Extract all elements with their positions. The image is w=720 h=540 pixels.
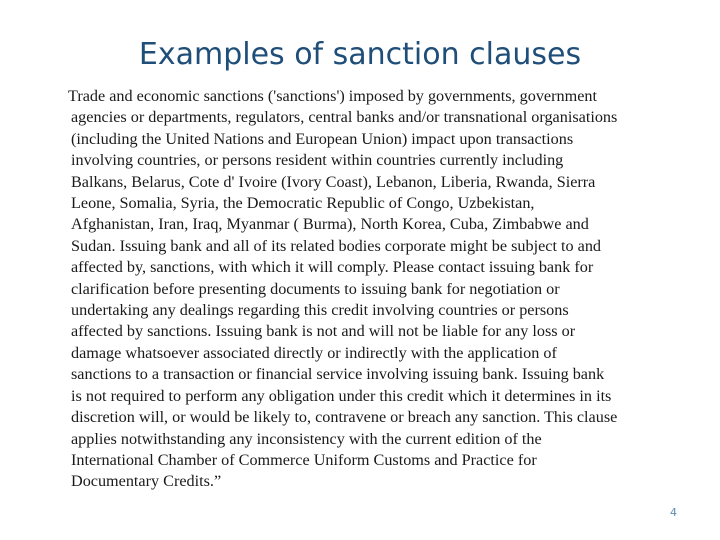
body-line: (including the United Nations and European Union) impact upon transactions [71, 129, 574, 148]
body-line: applies notwithstanding any inconsistency with the current edition of the [71, 429, 542, 448]
body-line: Afghanistan, Iran, Iraq, Myanmar ( Burma), North Korea, Cuba, Zimbabwe and [71, 215, 589, 234]
body-line: Leone, Somalia, Syria, the Democratic Republic of Congo, Uzbekistan, [71, 194, 535, 213]
body-line: involving countries, or persons resident within countries currently including [71, 151, 564, 170]
body-line: damage whatsoever associated directly or indirectly with the application of [71, 343, 557, 362]
body-line: Trade and economic sanctions ('sanctions') imposed by governments, government [68, 87, 597, 105]
body-line: undertaking any dealings regarding this credit involving countries or persons [71, 301, 569, 320]
body-line: affected by, sanctions, with which it will comply. Please contact issuing bank for [71, 258, 594, 277]
page-number: 4 [670, 506, 677, 519]
body-line: affected by sanctions. Issuing bank is not and will not be liable for any loss or [71, 322, 576, 341]
body-line: Sudan. Issuing bank and all of its related bodies corporate might be subject to and [71, 236, 602, 255]
body-line: International Chamber of Commerce Uniform Customs and Practice for [71, 450, 537, 469]
body-line: Documentary Credits.” [71, 472, 222, 491]
sanction-clause-text [68, 86, 683, 493]
body-line: clarification before presenting documents to issuing bank for negotiation or [71, 279, 560, 298]
body-line: sanctions to a transaction or financial service involving issuing bank. Issuing bank [71, 365, 605, 384]
body-line: agencies or departments, regulators, central banks and/or transnational organisations [71, 108, 618, 127]
slide-title: Examples of sanction clauses [138, 37, 582, 72]
body-line: discretion will, or would be likely to, contravene or breach any sanction. This clause [71, 408, 618, 427]
body-line: is not required to perform any obligation under this credit which it determines in its [71, 386, 612, 405]
body-line: Balkans, Belarus, Cote d' Ivoire (Ivory Coast), Lebanon, Liberia, Rwanda, Sierra [71, 172, 596, 191]
